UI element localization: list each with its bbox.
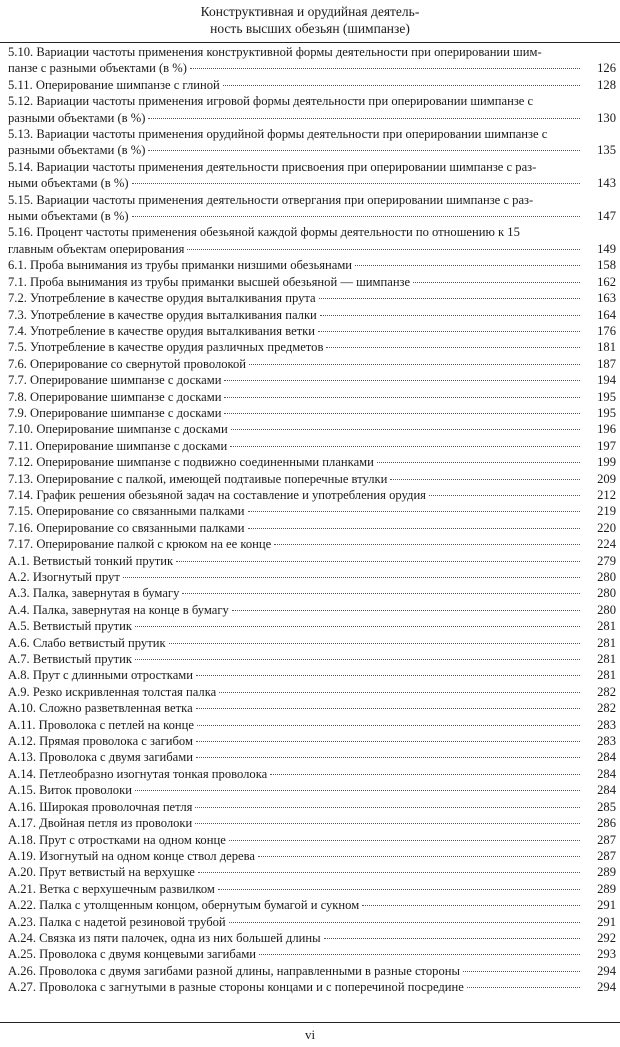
toc-entry-page: 294: [597, 963, 616, 978]
toc-entry-title: 5.11. Оперирование шимпанзе с глиной: [8, 77, 220, 92]
toc-entry-title: А.13. Проволока с двумя загибами: [8, 750, 193, 765]
toc-entry-title-line-2: разными объектами (в %): [8, 143, 146, 158]
toc-entry-title: 7.12. Оперирование шимпанзе с подвижно соединенными планками: [8, 455, 374, 470]
toc-leader-dots: [429, 495, 580, 496]
toc-entry-title-line-1: 5.14. Вариации частоты применения деятельности присвоения при оперировании шимпанзе с раз-: [8, 159, 537, 174]
toc-leader-dots: [390, 479, 580, 480]
toc-entry-line-2: [8, 241, 616, 257]
toc-entry-page: 158: [597, 258, 616, 273]
toc-entry-page: 284: [597, 750, 616, 765]
toc-entry-page: 291: [597, 914, 616, 929]
toc-entry-page: 181: [597, 340, 616, 355]
toc-entry: [8, 963, 616, 979]
toc-entry: [8, 356, 616, 372]
toc-entry-page: 219: [597, 504, 616, 519]
toc-entry: [8, 602, 616, 618]
toc-entry-title: А.23. Палка с надетой резиновой трубой: [8, 914, 226, 929]
toc-entry: [8, 339, 616, 355]
toc-leader-dots: [362, 905, 580, 906]
toc-leader-dots: [229, 922, 580, 923]
toc-entry: [8, 618, 616, 634]
toc-entry: [8, 487, 616, 503]
toc-entry-page: 294: [597, 980, 616, 995]
toc-leader-dots: [232, 610, 580, 611]
toc-entry-line-2: [8, 60, 616, 76]
toc-entry-title: 7.1. Проба вынимания из трубы приманки высшей обезьяной — шимпанзе: [8, 274, 411, 289]
toc-entry-title: А.1. Ветвистый тонкий прутик: [8, 553, 174, 568]
toc-entry-title: 7.14. График решения обезьяной задач на составление и употребления орудия: [8, 487, 426, 502]
toc-leader-dots: [135, 659, 580, 660]
toc-entry: [8, 979, 616, 995]
toc-entry: [8, 749, 616, 765]
toc-leader-dots: [467, 987, 580, 988]
toc-entry-title: А.11. Проволока с петлей на конце: [8, 717, 194, 732]
toc-entry: [8, 192, 616, 225]
toc-leader-dots: [319, 298, 580, 299]
toc-entry-page: 130: [597, 110, 616, 125]
toc-entry: [8, 766, 616, 782]
toc-leader-dots: [196, 675, 580, 676]
toc-entry-title: А.26. Проволока с двумя загибами разной длины, направленными в разные стороны: [8, 963, 460, 978]
toc-entry-page: 128: [597, 77, 616, 92]
toc-entry-title: А.6. Слабо ветвистый прутик: [8, 635, 166, 650]
toc-leader-dots: [135, 790, 580, 791]
toc-entry-page: 209: [597, 471, 616, 486]
toc-entry-page: 212: [597, 487, 616, 502]
running-header-line-1: Конструктивная и орудийная деятель-: [200, 4, 420, 19]
toc-leader-dots: [231, 429, 580, 430]
toc-entry: [8, 274, 616, 290]
toc-entry: [8, 864, 616, 880]
toc-entry: [8, 684, 616, 700]
toc-entry-title: А.14. Петлеобразно изогнутая тонкая проволока: [8, 766, 268, 781]
toc-entry-title-line-1: 5.10. Вариации частоты применения конструктивной формы деятельности при оперировании шим-: [8, 45, 542, 59]
toc-entry-title: А.24. Связка из пяти палочек, одна из них большей длины: [8, 930, 321, 945]
toc-entry: [8, 389, 616, 405]
toc-entry-title: А.18. Прут с отростками на одном конце: [8, 832, 226, 847]
toc-entry: [8, 44, 616, 77]
toc-entry-page: 196: [597, 422, 616, 437]
toc-entry-title: 7.16. Оперирование со связанными палками: [8, 520, 245, 535]
toc-entry-page: 199: [597, 455, 616, 470]
header-rule: [0, 42, 620, 43]
toc-entry: [8, 881, 616, 897]
toc-entry: [8, 224, 616, 257]
toc-entry-page: 280: [597, 586, 616, 601]
toc-entry: [8, 372, 616, 388]
toc-entry-title: 6.1. Проба вынимания из трубы приманки низшими обезьянами: [8, 258, 353, 273]
toc-entry: [8, 536, 616, 552]
toc-entry-page: 292: [597, 930, 616, 945]
toc-leader-dots: [176, 561, 580, 562]
toc-entry: [8, 635, 616, 651]
toc-entry: [8, 848, 616, 864]
toc-entry-title: А.7. Ветвистый прутик: [8, 652, 132, 667]
toc-entry: [8, 930, 616, 946]
toc-entry: [8, 323, 616, 339]
toc-entry: [8, 717, 616, 733]
toc-entry: [8, 782, 616, 798]
toc-entry-title: А.15. Виток проволоки: [8, 783, 132, 798]
toc-entry: [8, 126, 616, 159]
toc-leader-dots: [355, 265, 580, 266]
toc-entry-title: А.27. Проволока с загнутыми в разные стороны концами и с поперечиной посредине: [8, 980, 464, 995]
toc-entry-title: 7.8. Оперирование шимпанзе с досками: [8, 389, 222, 404]
toc-leader-dots: [274, 544, 580, 545]
toc-entry: [8, 569, 616, 585]
toc-leader-dots: [413, 282, 580, 283]
toc-entry-page: 289: [597, 865, 616, 880]
toc-entry: [8, 93, 616, 126]
toc-leader-dots: [248, 528, 581, 529]
toc-entry-page: 280: [597, 602, 616, 617]
toc-entry-title: 7.15. Оперирование со связанными палками: [8, 504, 245, 519]
toc-entry: [8, 585, 616, 601]
table-of-contents: [8, 44, 616, 996]
toc-entry: [8, 733, 616, 749]
toc-entry-page: 279: [597, 553, 616, 568]
toc-entry-page: 284: [597, 783, 616, 798]
toc-entry-title-line-1: 5.15. Вариации частоты применения деятельности отвергания при оперировании шимпанзе с раз-: [8, 192, 534, 207]
toc-entry: [8, 815, 616, 831]
toc-leader-dots: [169, 643, 580, 644]
toc-entry-title-line-1: 5.16. Процент частоты применения обезьяной каждой формы деятельности по отношению к 15: [8, 225, 520, 240]
toc-entry-title: А.17. Двойная петля из проволоки: [8, 816, 193, 831]
toc-entry-title: 7.9. Оперирование шимпанзе с досками: [8, 405, 222, 420]
toc-entry-page: 126: [597, 61, 616, 76]
toc-entry-line-2: [8, 142, 616, 158]
toc-leader-dots: [377, 462, 580, 463]
toc-entry-title: А.22. Палка с утолщенным концом, обернутым бумагой и сукном: [8, 898, 360, 913]
toc-leader-dots: [195, 823, 580, 824]
toc-leader-dots: [224, 413, 580, 414]
toc-entry: [8, 438, 616, 454]
toc-entry-title: А.16. Широкая проволочная петля: [8, 799, 193, 814]
toc-entry-page: 293: [597, 947, 616, 962]
toc-leader-dots: [248, 511, 581, 512]
toc-entry-title: А.2. Изогнутый прут: [8, 570, 120, 584]
toc-entry-page: 282: [597, 701, 616, 716]
toc-entry-title-line-2: ными объектами (в %): [8, 209, 129, 224]
toc-entry-page: 281: [597, 652, 616, 667]
toc-leader-dots: [196, 741, 580, 742]
toc-entry: [8, 257, 616, 273]
toc-entry-title: 7.2. Употребление в качестве орудия выталкивания прута: [8, 291, 316, 306]
toc-leader-dots: [196, 757, 580, 758]
toc-entry-page: 289: [597, 881, 616, 896]
toc-leader-dots: [197, 725, 580, 726]
toc-entry: [8, 832, 616, 848]
toc-entry-title: А.25. Проволока с двумя концевыми загибами: [8, 947, 257, 962]
toc-entry-title: 7.11. Оперирование шимпанзе с досками: [8, 438, 228, 453]
toc-entry-title: А.12. Прямая проволока с загибом: [8, 734, 193, 749]
toc-entry-title: 7.10. Оперирование шимпанзе с досками: [8, 422, 228, 437]
toc-entry-title: А.5. Ветвистый прутик: [8, 619, 132, 634]
toc-leader-dots: [196, 708, 580, 709]
toc-entry: [8, 700, 616, 716]
toc-entry-page: 147: [597, 209, 616, 224]
toc-entry: [8, 914, 616, 930]
toc-entry: [8, 897, 616, 913]
toc-entry-title: 7.17. Оперирование палкой с крюком на ее конце: [8, 537, 272, 552]
toc-leader-dots: [123, 577, 580, 578]
toc-leader-dots: [463, 971, 580, 972]
toc-leader-dots: [224, 380, 580, 381]
toc-entry-title: 7.6. Оперирование со свернутой проволокой: [8, 356, 247, 371]
toc-entry-page: 195: [597, 405, 616, 420]
toc-entry-page: 283: [597, 734, 616, 749]
toc-entry: [8, 651, 616, 667]
toc-entry-page: 285: [597, 799, 616, 814]
toc-entry-title: 7.3. Употребление в качестве орудия выталкивания палки: [8, 307, 317, 322]
toc-leader-dots: [249, 364, 580, 365]
toc-leader-dots: [224, 397, 580, 398]
toc-leader-dots: [135, 626, 580, 627]
toc-leader-dots: [324, 938, 580, 939]
toc-leader-dots: [132, 216, 580, 217]
toc-entry-page: 281: [597, 635, 616, 650]
toc-leader-dots: [148, 150, 580, 151]
toc-entry-page: 176: [597, 323, 616, 338]
page-number: vi: [304, 1027, 316, 1042]
toc-leader-dots: [187, 249, 580, 250]
toc-entry-page: 280: [597, 570, 616, 584]
toc-entry-title-line-2: ными объектами (в %): [8, 176, 129, 191]
toc-leader-dots: [229, 840, 580, 841]
toc-leader-dots: [182, 593, 580, 594]
toc-leader-dots: [270, 774, 580, 775]
toc-entry-title: А.19. Изогнутый на одном конце ствол дерева: [8, 848, 255, 863]
toc-entry-page: 286: [597, 816, 616, 831]
toc-leader-dots: [223, 85, 580, 86]
toc-entry-title-line-2: панзе с разными объектами (в %): [8, 61, 187, 76]
toc-entry-title-line-1: 5.13. Вариации частоты применения орудийной формы деятельности при оперировании шимпанзе с: [8, 127, 548, 142]
toc-entry-page: 287: [597, 832, 616, 847]
toc-entry-page: 287: [597, 848, 616, 863]
toc-entry-title: А.4. Палка, завернутая на конце в бумагу: [8, 602, 229, 617]
toc-entry-page: 281: [597, 619, 616, 634]
toc-entry: [8, 77, 616, 93]
toc-entry-title: 7.4. Употребление в качестве орудия выталкивания ветки: [8, 323, 316, 338]
toc-entry-page: 281: [597, 668, 616, 683]
toc-entry: [8, 421, 616, 437]
toc-entry-page: 220: [597, 520, 616, 535]
toc-entry-title: А.9. Резко искривленная толстая палка: [8, 684, 217, 699]
toc-leader-dots: [320, 315, 580, 316]
toc-entry: [8, 405, 616, 421]
toc-entry: [8, 307, 616, 323]
toc-entry-line-2: [8, 110, 616, 126]
toc-entry-page: 187: [597, 356, 616, 371]
toc-entry: [8, 667, 616, 683]
footer-rule: [0, 1022, 620, 1023]
toc-entry-title: А.8. Прут с длинными отростками: [8, 668, 193, 683]
toc-entry-page: 164: [597, 307, 616, 322]
toc-entry-title: А.20. Прут ветвистый на верхушке: [8, 865, 195, 880]
toc-entry: [8, 946, 616, 962]
toc-entry-title: А.21. Ветка с верхушечным развилком: [8, 881, 215, 896]
toc-leader-dots: [219, 692, 580, 693]
toc-leader-dots: [148, 118, 580, 119]
toc-leader-dots: [318, 331, 580, 332]
toc-entry-page: 163: [597, 291, 616, 306]
toc-leader-dots: [258, 856, 580, 857]
toc-entry-title: А.3. Палка, завернутая в бумагу: [8, 586, 180, 601]
toc-entry-title: 7.7. Оперирование шимпанзе с досками: [8, 373, 222, 388]
toc-entry-page: 143: [597, 176, 616, 191]
toc-leader-dots: [132, 183, 580, 184]
toc-entry-page: 283: [597, 717, 616, 732]
toc-leader-dots: [195, 807, 580, 808]
toc-entry-page: 162: [597, 274, 616, 289]
toc-leader-dots: [218, 889, 580, 890]
toc-entry-page: 291: [597, 898, 616, 913]
toc-entry-title-line-2: разными объектами (в %): [8, 110, 146, 125]
toc-entry: [8, 553, 616, 569]
toc-entry: [8, 290, 616, 306]
toc-entry-line-2: [8, 208, 616, 224]
toc-entry: [8, 520, 616, 536]
running-header-line-2: ность высших обезьян (шимпанзе): [210, 21, 410, 36]
toc-entry-page: 149: [597, 241, 616, 256]
toc-entry: [8, 159, 616, 192]
toc-entry-title-line-1: 5.12. Вариации частоты применения игровой формы деятельности при оперировании шимпанзе с: [8, 94, 534, 109]
toc-entry-page: 194: [597, 373, 616, 388]
toc-entry: [8, 503, 616, 519]
toc-leader-dots: [190, 68, 580, 69]
toc-leader-dots: [259, 954, 580, 955]
toc-entry: [8, 471, 616, 487]
toc-entry-page: 195: [597, 389, 616, 404]
toc-entry-title: 7.13. Оперирование с палкой, имеющей подтаивые поперечные втулки: [8, 471, 388, 486]
toc-entry-line-2: [8, 175, 616, 191]
toc-entry-page: 282: [597, 684, 616, 699]
toc-entry-title: А.10. Сложно разветвленная ветка: [8, 701, 193, 716]
toc-entry-page: 135: [597, 143, 616, 158]
toc-leader-dots: [326, 347, 580, 348]
toc-entry-page: 284: [597, 766, 616, 781]
running-header: [0, 0, 620, 42]
toc-entry: [8, 454, 616, 470]
toc-entry-page: 197: [597, 438, 616, 453]
toc-leader-dots: [230, 446, 580, 447]
toc-entry-title: 7.5. Употребление в качестве орудия различных предметов: [8, 340, 324, 355]
toc-entry: [8, 799, 616, 815]
toc-leader-dots: [198, 872, 580, 873]
toc-entry-title-line-2: главным объектам оперирования: [8, 241, 185, 256]
toc-entry-page: 224: [597, 537, 616, 552]
